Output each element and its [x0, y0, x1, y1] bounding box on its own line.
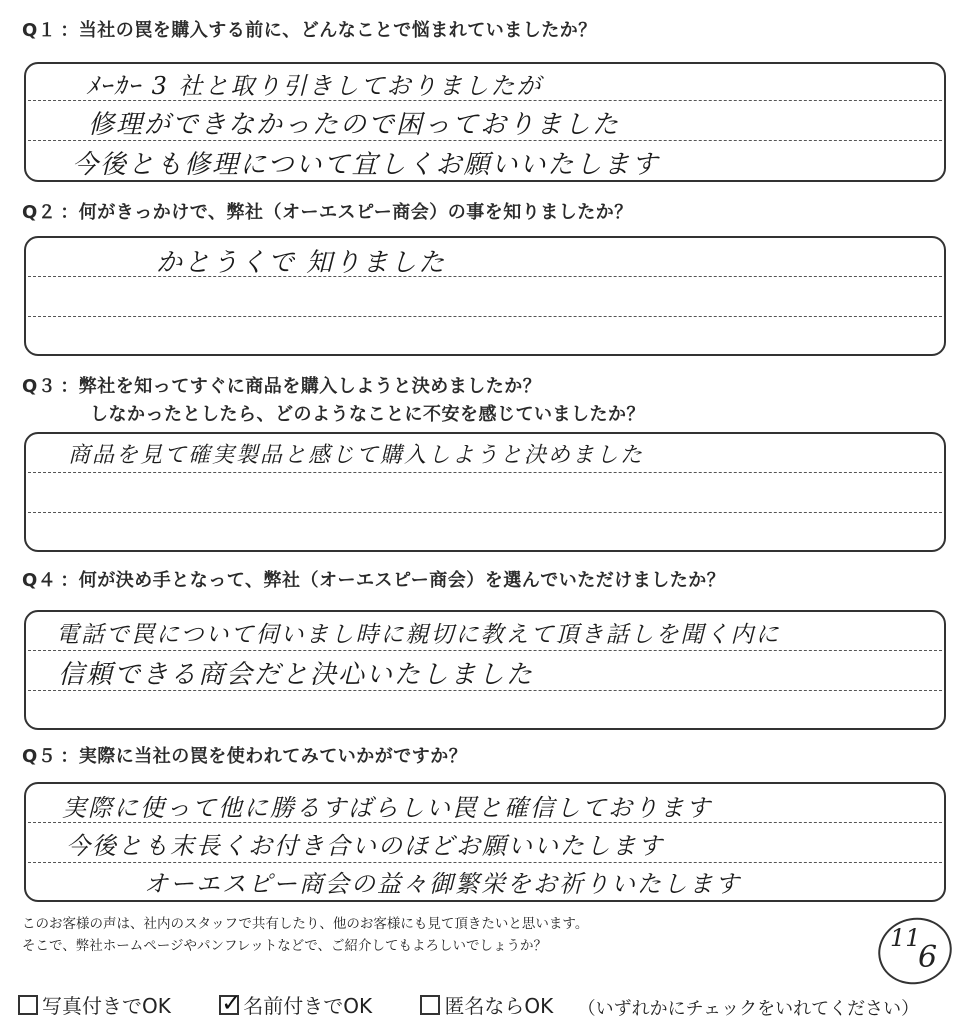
question-2-title: [22, 200, 633, 226]
answer-rule: [28, 512, 942, 513]
answer-box-4[interactable]: [24, 610, 946, 730]
handwritten-line: 信頼できる商会だと決心いたしました: [58, 660, 535, 690]
handwritten-line: 今後とも末長くお付き合いのほどお願いいたします: [66, 832, 664, 860]
question-text: ：何がきっかけで、弊社（オーエスピー商会）の事を知りましたか？: [60, 202, 633, 223]
handwritten-line: 電話で罠について伺いまし時に親切に教えて頂き話しを聞く内に: [56, 622, 781, 648]
answer-rule: [28, 650, 942, 651]
handwritten-date: [878, 910, 958, 990]
checkbox-anonymous-ok[interactable]: [420, 995, 440, 1015]
question-number: Q２: [22, 202, 57, 223]
option-anonymous-ok[interactable]: [420, 990, 553, 1019]
consent-options: [18, 990, 919, 1021]
consent-text-line-1: このお客様の声は、社内のスタッフで共有したり、他のお客様にも見て頂きたいと思います。: [22, 916, 589, 932]
answer-box-2[interactable]: [24, 236, 946, 356]
answer-box-1[interactable]: [24, 62, 946, 182]
answer-rule: [28, 862, 942, 863]
option-label: 匿名ならOK: [444, 994, 554, 1018]
question-3-title: [22, 374, 541, 400]
question-text: ：何が決め手となって、弊社（オーエスピー商会）を選んでいただけましたか？: [60, 570, 726, 591]
date-day: 6: [918, 940, 938, 975]
question-number: Q３: [22, 376, 57, 397]
option-name-ok[interactable]: [219, 990, 372, 1019]
question-number: Q５: [22, 746, 57, 767]
date-month: 11: [890, 924, 921, 952]
handwritten-line: オーエスピー商会の益々御繁栄をお祈りいたします: [144, 870, 742, 898]
question-text: ：実際に当社の罠を使われてみていかがですか？: [60, 746, 468, 767]
option-label: 写真付きでOK: [42, 994, 171, 1018]
answer-box-3[interactable]: [24, 432, 946, 552]
consent-text-line-2: そこで、弊社ホームページやパンフレットなどで、ご紹介してもよろしいでしょうか？: [22, 938, 548, 954]
answer-box-5[interactable]: [24, 782, 946, 902]
question-number: Q４: [22, 570, 57, 591]
handwritten-line: かとうくで 知りました: [156, 248, 447, 278]
options-instruction: （いずれかにチェックをいれてください）: [577, 998, 920, 1020]
handwritten-line: 商品を見て確実製品と感じて購入しようと決めました: [68, 443, 645, 468]
handwritten-line: 実際に使って他に勝るすばらしい罠と確信しております: [62, 794, 712, 822]
handwritten-line: 今後とも修理について宜しくお願いいたします: [72, 150, 660, 180]
question-3-subtitle: しなかったとしたら、どのようなことに不安を感じていましたか？: [90, 404, 645, 425]
question-text: ：当社の罠を購入する前に、どんなことで悩まれていましたか？: [60, 20, 597, 41]
question-number: Q１: [22, 20, 57, 41]
answer-rule: [28, 316, 942, 317]
question-4-title: [22, 568, 725, 594]
question-5-title: [22, 744, 467, 770]
handwritten-line: 修理ができなかったので困っておりました: [88, 110, 621, 140]
option-photo-ok[interactable]: [18, 990, 171, 1019]
question-text: ：弊社を知ってすぐに商品を購入しようと決めましたか？: [60, 376, 542, 397]
handwritten-line: ﾒｰｶｰ 3 社と取り引きしておりましたが: [86, 72, 543, 100]
checkbox-photo-ok[interactable]: [18, 995, 38, 1015]
answer-rule: [28, 472, 942, 473]
question-1-title: [22, 18, 597, 44]
option-label: 名前付きでOK: [243, 994, 373, 1018]
checkbox-name-ok[interactable]: [219, 995, 239, 1015]
